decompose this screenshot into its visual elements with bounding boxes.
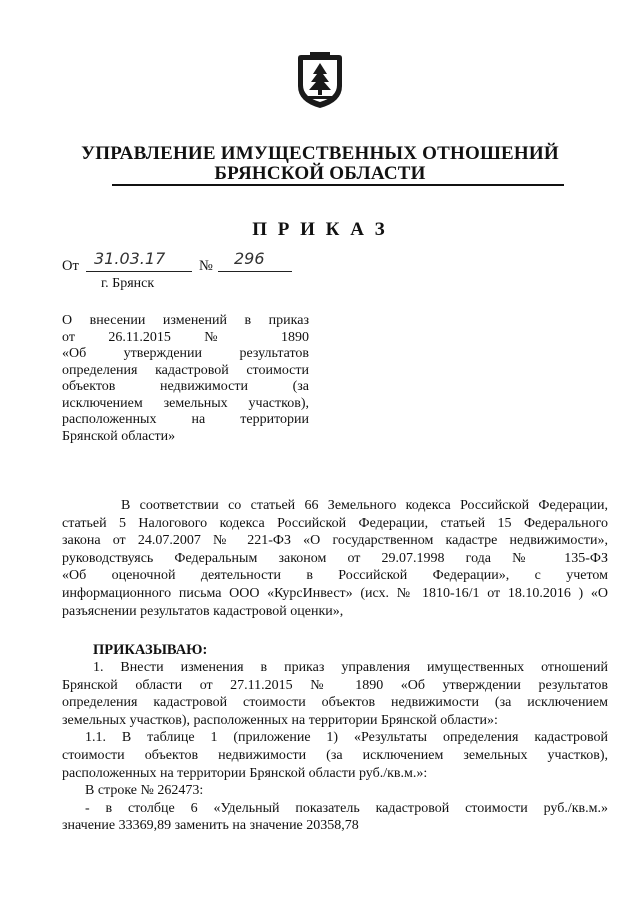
order-subject — [62, 313, 309, 445]
order-number: 296 — [234, 249, 265, 268]
date-label: От — [62, 258, 79, 274]
subject-line: определения кадастровой стоимости — [62, 362, 309, 378]
organization-name: УПРАВЛЕНИЕ ИМУЩЕСТВЕННЫХ ОТНОШЕНИЙ — [81, 143, 559, 164]
number-underline — [218, 271, 292, 272]
decree-line: стоимости объектов недвижимости (за исключением земельных участков), — [62, 747, 608, 763]
preamble-line: В соответствии со статьей 66 Земельного кодекса Российской Федерации, — [121, 498, 608, 513]
subject-line: от 26.11.2015 № 1890 — [62, 329, 309, 345]
decree-heading: ПРИКАЗЫВАЮ: — [93, 642, 208, 658]
organization-region: БРЯНСКОЙ ОБЛАСТИ — [214, 163, 426, 184]
document-title: П Р И К А З — [252, 219, 388, 240]
subject-line: объектов недвижимости (за — [62, 379, 309, 394]
decree-line: расположенных на территории Брянской области руб./кв.м.»: — [62, 765, 428, 781]
subject-line: Брянской области» — [62, 428, 176, 444]
decree-paragraph — [62, 659, 608, 835]
preamble-line: статьей 5 Налогового кодекса Российской Федерации, статьей 15 Федерального — [62, 515, 608, 531]
coat-of-arms-icon — [296, 52, 344, 110]
header-divider — [112, 184, 564, 186]
preamble-line: «Об оценочной деятельности в Российской Федерации», с учетом — [62, 568, 608, 584]
preamble-line: руководствуясь Федеральным законом от 29.07.1998 года № 135-ФЗ — [62, 550, 608, 566]
decree-line: Брянской области от 27.11.2015 № 1890 «Об утверждении результатов — [62, 677, 608, 693]
decree-line: определения кадастровой стоимости объектов недвижимости (за исключением — [62, 695, 608, 711]
decree-line: 1. Внести изменения в приказ управления имущественных отношений — [93, 660, 608, 675]
subject-line: расположенных на территории — [62, 412, 309, 427]
subject-line: исключением земельных участков), — [62, 395, 309, 411]
date-underline — [86, 271, 192, 272]
subject-line: О внесении изменений в приказ — [62, 313, 309, 328]
city: г. Брянск — [101, 276, 155, 291]
preamble-line: разъяснении результатов кадастровой оценки», — [62, 603, 344, 619]
decree-line: земельных участков), расположенных на территории Брянской области»: — [62, 712, 498, 728]
order-date: 31.03.17 — [94, 249, 166, 268]
decree-line: 1.1. В таблице 1 (приложение 1) «Результаты определения кадастровой — [85, 730, 608, 746]
decree-line: - в столбце 6 «Удельный показатель кадастровой стоимости руб./кв.м.» — [85, 800, 608, 816]
preamble-line: закона от 24.07.2007 № 221-ФЗ «О государственном кадастре недвижимости», — [62, 533, 608, 549]
preamble-paragraph — [62, 497, 608, 620]
number-label: № — [199, 258, 213, 274]
subject-line: «Об утверждении результатов — [62, 346, 309, 361]
decree-line: значение 33369,89 заменить на значение 20358,78 — [62, 818, 359, 834]
preamble-line: информационного письма ООО «КурсИнвест» (исх. № 1810-16/1 от 18.10.2016 ) «О — [62, 585, 608, 601]
decree-line: В строке № 262473: — [85, 783, 204, 799]
